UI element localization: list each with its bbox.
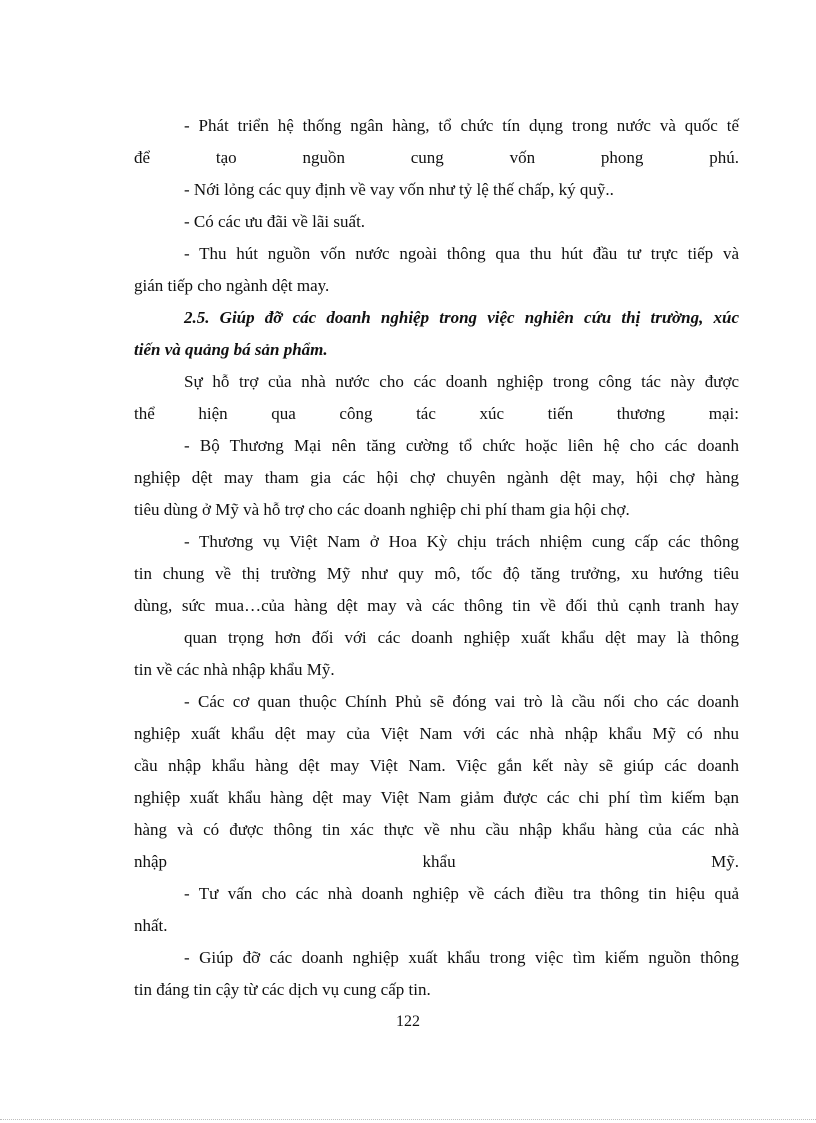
- text-line: - Tư vấn cho các nhà doanh nghiệp về cách điều tra thông tin hiệu quả: [184, 884, 739, 903]
- text-line: dùng, sức mua…của hàng dệt may và các thông tin về đối thủ cạnh tranh hay: [134, 596, 739, 615]
- page-footer-divider: [0, 1119, 816, 1120]
- text-line: cầu nhập khẩu hàng dệt may Việt Nam. Việc gắn kết này sẽ giúp các doanh: [134, 756, 739, 775]
- text-line: tiêu dùng ở Mỹ và hỗ trợ cho các doanh nghiệp chi phí tham gia hội chợ.: [134, 500, 630, 519]
- text-line: nghiệp dệt may tham gia các hội chợ chuyên ngành dệt may, hội chợ hàng: [134, 468, 739, 487]
- text-line: hàng và có được thông tin xác thực về nhu cầu nhập khẩu hàng của các nhà: [134, 820, 739, 839]
- text-line: để tạo nguồn cung vốn phong phú.: [134, 148, 739, 167]
- text-line: - Bộ Thương Mại nên tăng cường tổ chức hoặc liên hệ cho các doanh: [184, 436, 739, 455]
- text-line: - Phát triển hệ thống ngân hàng, tổ chức tín dụng trong nước và quốc tế: [184, 116, 739, 135]
- text-line: nhất.: [134, 916, 168, 935]
- text-line: nhập khẩu Mỹ.: [134, 852, 739, 871]
- section-heading: 2.5. Giúp đỡ các doanh nghiệp trong việc nghiên cứu thị trường, xúc: [184, 308, 739, 327]
- text-line: gián tiếp cho ngành dệt may.: [134, 276, 330, 295]
- text-line: - Thương vụ Việt Nam ở Hoa Kỳ chịu trách nhiệm cung cấp các thông: [184, 532, 739, 551]
- text-line: - Thu hút nguồn vốn nước ngoài thông qua thu hút đầu tư trực tiếp và: [184, 244, 739, 263]
- text-line: tin về các nhà nhập khẩu Mỹ.: [134, 660, 335, 679]
- text-line: nghiệp xuất khẩu hàng dệt may Việt Nam giảm được các chi phí tìm kiếm bạn: [134, 788, 739, 807]
- text-line: quan trọng hơn đối với các doanh nghiệp xuất khẩu dệt may là thông: [184, 628, 739, 647]
- text-line: tin đáng tin cậy từ các dịch vụ cung cấp tin.: [134, 980, 431, 999]
- text-line: - Nới lỏng các quy định về vay vốn như tỷ lệ thế chấp, ký quỹ..: [184, 180, 614, 199]
- text-line: thể hiện qua công tác xúc tiến thương mại:: [134, 404, 739, 423]
- text-line: tin chung về thị trường Mỹ như quy mô, tốc độ tăng trưởng, xu hướng tiêu: [134, 564, 739, 583]
- text-line: Sự hỗ trợ của nhà nước cho các doanh nghiệp trong công tác này được: [184, 372, 739, 391]
- page-number: 122: [396, 1013, 420, 1030]
- text-line: - Giúp đỡ các doanh nghiệp xuất khẩu trong việc tìm kiếm nguồn thông: [184, 948, 739, 967]
- text-line: - Các cơ quan thuộc Chính Phủ sẽ đóng vai trò là cầu nối cho các doanh: [184, 692, 739, 711]
- text-line: nghiệp xuất khẩu dệt may của Việt Nam với các nhà nhập khẩu Mỹ có nhu: [134, 724, 739, 743]
- text-line: - Có các ưu đãi về lãi suất.: [184, 212, 366, 231]
- section-heading: tiến và quảng bá sản phẩm.: [134, 340, 328, 359]
